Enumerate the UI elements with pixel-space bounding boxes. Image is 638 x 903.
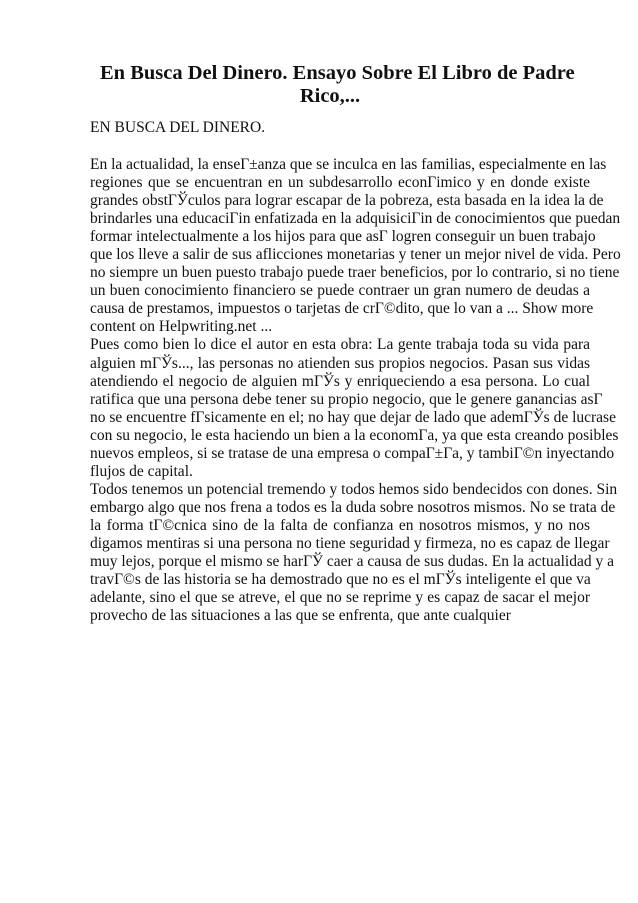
- body-line: travГ©s de las historia se ha demostrado que no es el mГЎs inteligente el que va: [90, 571, 591, 589]
- body-line: formar intelectualmente a los hijos para que asГ logren conseguir un buen trabajo: [90, 228, 596, 246]
- body-line: grandes obstГЎculos para lograr escapar de la pobreza, esta basada en la idea la de: [90, 192, 604, 210]
- body-line: Todos tenemos un potencial tremendo y todos hemos sido bendecidos con dones. Sin: [90, 480, 618, 498]
- document-title: [100, 62, 575, 108]
- body-line: regiones que se encuentran en un subdesarrollo econГіmico y en donde existe: [90, 174, 590, 192]
- document-body: [90, 156, 621, 625]
- body-line: alguien mГЎs..., las personas no atienden sus propios negocios. Pasan sus vidas: [90, 354, 590, 372]
- body-line: digamos mentiras si una persona no tiene seguridad y firmeza, no es capaz de llegar: [90, 534, 610, 552]
- body-line: adelante, sino el que se atreve, el que no se reprime y es capaz de sacar el mejor: [90, 589, 590, 607]
- body-line: atendiendo el negocio de alguien mГЎs y enriqueciendo a esa persona. Lo cual: [90, 372, 590, 390]
- body-line: nuevos empleos, si se tratase de una empresa o compaГ±Гa, y tambiГ©n inyectando: [90, 444, 615, 462]
- body-line: causa de prestamos, impuestos o tarjetas de crГ©dito, que lo van a ... Show more: [90, 300, 594, 318]
- body-line: la forma tГ©cnica sino de la falta de confianza en nosotros mismos, y no nos: [90, 516, 590, 534]
- document-subtitle: EN BUSCA DEL DINERO.: [90, 119, 266, 136]
- body-line: Pues como bien lo dice el autor en esta obra: La gente trabaja toda su vida para: [90, 336, 590, 354]
- body-line: En la actualidad, la enseГ±anza que se inculca en las familias, especialmente en las: [90, 156, 607, 173]
- body-line: un buen conocimiento financiero se puede contraer un gran numero de deudas a: [90, 282, 590, 300]
- document-title-line-1: En Busca Del Dinero. Ensayo Sobre El Libro de Padre: [100, 62, 575, 84]
- body-line: brindarles una educaciГіn enfatizada en la adquisiciГіn de conocimientos que puedan: [90, 210, 621, 228]
- body-line: embargo algo que nos frena a todos es la duda sobre nosotros mismos. No se trata de: [90, 498, 616, 516]
- body-line: que los lleve a salir de sus aflicciones monetarias y tener un mejor nivel de vida. Pero: [90, 246, 621, 264]
- body-line: con su negocio, le esta haciendo un bien a la economГa, ya que esta creando posibles: [90, 426, 619, 444]
- body-line: muy lejos, porque el mismo se harГЎ caer a causa de sus dudas. En la actualidad y a: [90, 553, 614, 571]
- body-line: flujos de capital.: [90, 462, 193, 480]
- body-line: ratifica que una persona debe tener su propio negocio, que le genere ganancias asГ: [90, 390, 603, 408]
- body-line: no siempre un buen puesto trabajo puede traer beneficios, por lo contrario, si no tiene: [90, 264, 620, 282]
- body-line: no se encuentre fГsicamente en el; no hay que dejar de lado que ademГЎs de lucrase: [90, 408, 616, 426]
- body-line: provecho de las situaciones a las que se enfrenta, que ante cualquier: [90, 607, 511, 625]
- document-title-line-2: Rico,...: [299, 85, 361, 107]
- body-line: content on Helpwriting.net ...: [90, 318, 273, 336]
